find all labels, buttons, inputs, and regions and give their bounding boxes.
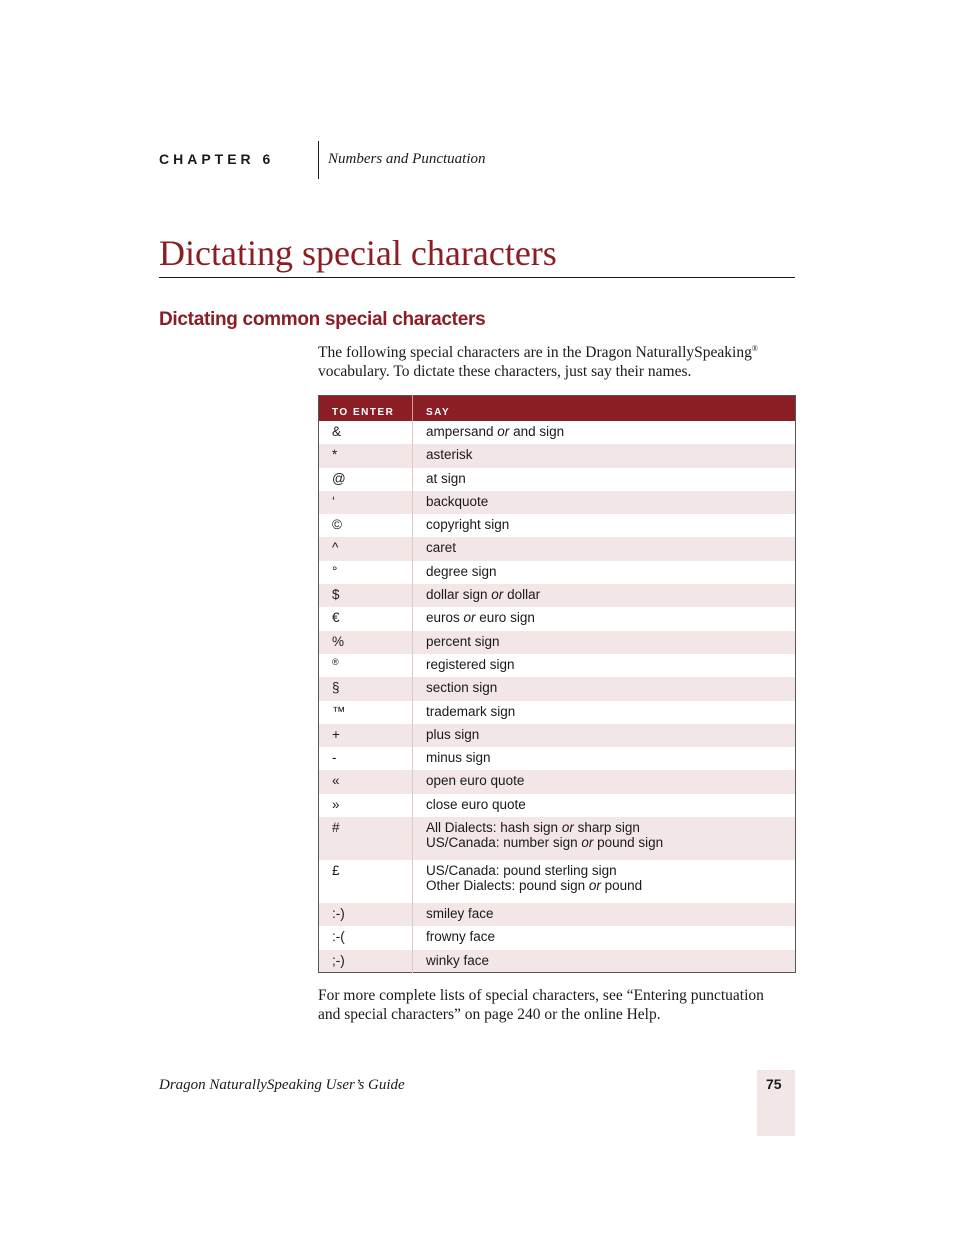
say-line bbox=[426, 471, 795, 486]
say-line bbox=[426, 878, 795, 893]
symbol-cell: # bbox=[319, 817, 413, 860]
say-cell bbox=[413, 701, 796, 724]
table-row bbox=[319, 950, 796, 973]
say-line bbox=[426, 906, 795, 921]
say-text: Other Dialects: pound sign bbox=[426, 878, 589, 894]
say-line bbox=[426, 953, 795, 968]
say-text: asterisk bbox=[426, 447, 473, 463]
say-cell bbox=[413, 770, 796, 793]
say-text: and sign bbox=[509, 424, 565, 439]
say-cell bbox=[413, 514, 796, 537]
say-line bbox=[426, 773, 795, 788]
say-line bbox=[426, 424, 795, 439]
say-cell bbox=[413, 654, 796, 677]
say-cell bbox=[413, 903, 796, 926]
chapter-divider bbox=[318, 141, 319, 179]
say-text: US/Canada: number sign bbox=[426, 835, 582, 851]
symbol-cell: * bbox=[319, 444, 413, 467]
table-row bbox=[319, 817, 796, 860]
say-line bbox=[426, 820, 795, 835]
table-row bbox=[319, 421, 796, 444]
say-line bbox=[426, 494, 795, 509]
say-text: pound sign bbox=[593, 835, 664, 851]
say-cell bbox=[413, 491, 796, 514]
say-cell bbox=[413, 607, 796, 630]
header-to-enter: TO ENTER bbox=[319, 396, 413, 422]
say-text: All Dialects: hash sign bbox=[426, 820, 562, 836]
intro-line-2: vocabulary. To dictate these characters, just say their names. bbox=[318, 363, 692, 381]
symbol-cell: $ bbox=[319, 584, 413, 607]
table-row bbox=[319, 561, 796, 584]
or-word: or bbox=[497, 424, 510, 439]
say-cell bbox=[413, 444, 796, 467]
header-say: SAY bbox=[413, 396, 796, 422]
say-text: section sign bbox=[426, 680, 498, 696]
table-row bbox=[319, 631, 796, 654]
table-row bbox=[319, 926, 796, 949]
outro-line-1: For more complete lists of special characters, see “Entering punctuation bbox=[318, 987, 764, 1004]
say-line bbox=[426, 564, 795, 579]
say-text: trademark sign bbox=[426, 703, 516, 719]
say-text: ampersand bbox=[426, 424, 498, 439]
say-line bbox=[426, 727, 795, 742]
say-line bbox=[426, 929, 795, 944]
say-cell bbox=[413, 747, 796, 770]
table-row bbox=[319, 584, 796, 607]
say-text: close euro quote bbox=[426, 796, 526, 812]
table-row bbox=[319, 747, 796, 770]
symbol-cell: ‘ bbox=[319, 491, 413, 514]
table-row bbox=[319, 677, 796, 700]
table-row bbox=[319, 654, 796, 677]
symbol-cell: :-( bbox=[332, 929, 345, 945]
page-number: 75 bbox=[766, 1076, 782, 1092]
say-text: caret bbox=[426, 540, 457, 556]
outro-paragraph bbox=[318, 986, 798, 1024]
table-row bbox=[319, 903, 796, 926]
chapter-title: Numbers and Punctuation bbox=[328, 151, 486, 167]
or-word: or bbox=[491, 587, 504, 603]
say-line bbox=[426, 835, 795, 850]
symbol-cell: @ bbox=[332, 470, 346, 486]
say-line bbox=[426, 447, 795, 462]
symbol-cell: :-) bbox=[319, 903, 413, 926]
say-text: US/Canada: pound sterling sign bbox=[426, 863, 617, 879]
or-word: or bbox=[463, 610, 476, 626]
table-row bbox=[319, 701, 796, 724]
symbol-cell: ° bbox=[332, 563, 338, 579]
table-row bbox=[319, 794, 796, 817]
say-text: open euro quote bbox=[426, 773, 525, 789]
symbol-cell: ™ bbox=[332, 703, 346, 719]
symbol-cell: € bbox=[332, 610, 340, 626]
symbol-cell: » bbox=[332, 796, 340, 812]
say-text: backquote bbox=[426, 493, 489, 509]
table-row bbox=[319, 724, 796, 747]
table-row bbox=[319, 444, 796, 467]
special-characters-table bbox=[318, 395, 796, 973]
say-text: winky face bbox=[426, 952, 490, 968]
title-rule bbox=[159, 277, 795, 278]
registered-mark: ® bbox=[751, 344, 758, 353]
intro-line-1: The following special characters are in the Dragon NaturallySpeaking bbox=[318, 344, 752, 362]
symbol-cell: ® bbox=[332, 656, 339, 667]
say-line bbox=[426, 610, 795, 625]
table-row bbox=[319, 514, 796, 537]
say-line bbox=[426, 680, 795, 695]
say-text: percent sign bbox=[426, 633, 500, 649]
say-line bbox=[426, 587, 795, 602]
chapter-label: CHAPTER 6 bbox=[159, 151, 275, 167]
symbol-cell: © bbox=[332, 517, 342, 533]
outro-line-2: and special characters” on page 240 or the online Help. bbox=[318, 1006, 661, 1023]
symbol-cell: « bbox=[319, 770, 413, 793]
say-line bbox=[426, 517, 795, 532]
say-cell bbox=[413, 631, 796, 654]
say-cell bbox=[413, 421, 796, 444]
page-title: Dictating special characters bbox=[159, 233, 557, 273]
say-line bbox=[426, 540, 795, 555]
say-cell bbox=[413, 950, 796, 973]
say-text: pound bbox=[600, 878, 643, 894]
say-cell bbox=[413, 860, 796, 903]
say-cell bbox=[413, 584, 796, 607]
table-row bbox=[319, 607, 796, 630]
symbol-cell: § bbox=[319, 677, 413, 700]
say-text: at sign bbox=[426, 470, 466, 486]
say-text: dollar sign bbox=[426, 587, 492, 603]
or-word: or bbox=[588, 878, 601, 894]
say-text: degree sign bbox=[426, 563, 497, 579]
or-word: or bbox=[581, 835, 594, 851]
say-cell bbox=[413, 817, 796, 860]
table-row bbox=[319, 537, 796, 560]
say-cell bbox=[413, 468, 796, 491]
footer-guide-title: Dragon NaturallySpeaking User’s Guide bbox=[159, 1077, 405, 1093]
symbol-cell: & bbox=[332, 424, 342, 439]
symbol-cell: £ bbox=[332, 863, 340, 879]
table-row bbox=[319, 468, 796, 491]
symbol-cell: % bbox=[319, 631, 413, 654]
say-line bbox=[426, 704, 795, 719]
say-text: frowny face bbox=[426, 929, 496, 945]
say-text: smiley face bbox=[426, 906, 494, 922]
say-text: euros bbox=[426, 610, 464, 626]
table-row bbox=[319, 491, 796, 514]
say-text: euro sign bbox=[475, 610, 535, 626]
symbol-cell: + bbox=[319, 724, 413, 747]
say-cell bbox=[413, 794, 796, 817]
say-line bbox=[426, 657, 795, 672]
symbol-cell: - bbox=[332, 750, 337, 766]
say-text: copyright sign bbox=[426, 517, 510, 533]
say-text: dollar bbox=[503, 587, 541, 603]
say-text: registered sign bbox=[426, 656, 515, 672]
say-line bbox=[426, 863, 795, 878]
say-cell bbox=[413, 724, 796, 747]
say-text: minus sign bbox=[426, 750, 491, 766]
symbol-cell: ^ bbox=[319, 537, 413, 560]
say-line bbox=[426, 634, 795, 649]
table-body bbox=[319, 421, 796, 973]
symbol-cell: ;-) bbox=[319, 950, 413, 973]
table-row bbox=[319, 860, 796, 903]
say-cell bbox=[413, 561, 796, 584]
say-cell bbox=[413, 926, 796, 949]
say-text: plus sign bbox=[426, 726, 480, 742]
say-line bbox=[426, 797, 795, 812]
or-word: or bbox=[561, 820, 574, 836]
section-heading: Dictating common special characters bbox=[159, 309, 486, 330]
say-line bbox=[426, 750, 795, 765]
say-cell bbox=[413, 537, 796, 560]
table-header-row bbox=[319, 396, 796, 422]
table-row bbox=[319, 770, 796, 793]
intro-paragraph bbox=[318, 339, 798, 381]
say-text: sharp sign bbox=[573, 820, 640, 836]
say-cell bbox=[413, 677, 796, 700]
